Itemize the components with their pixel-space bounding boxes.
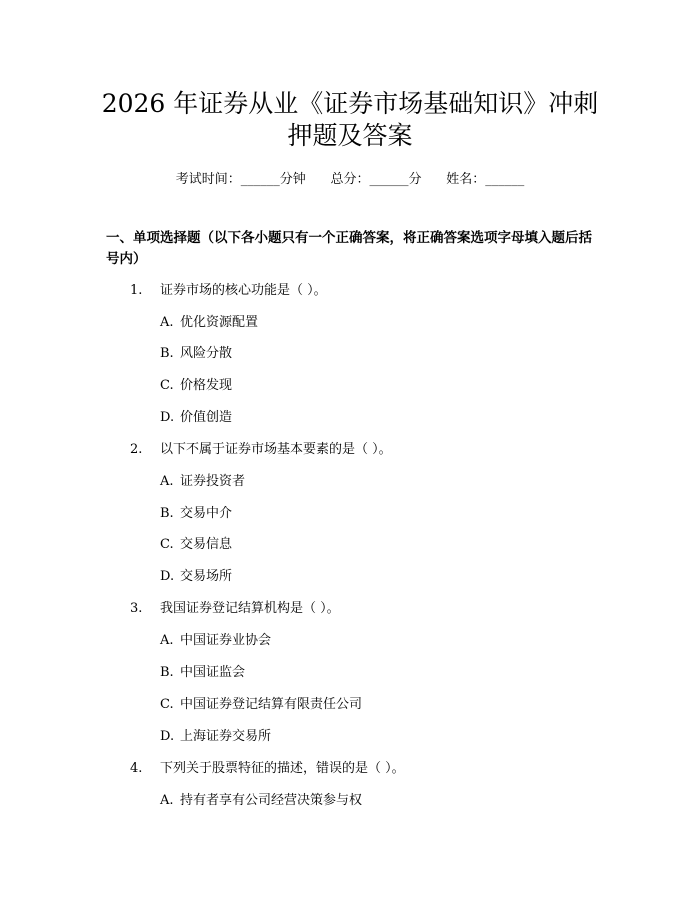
question-number: 4. xyxy=(130,761,143,776)
option-text: 优化资源配置 xyxy=(180,315,259,330)
question-text: 以下不属于证券市场基本要素的是（ ）。 xyxy=(160,442,392,457)
question-number: 1. xyxy=(130,283,143,298)
option-key: C. xyxy=(160,697,174,712)
question-text: 我国证券登记结算机构是（ ）。 xyxy=(160,601,340,616)
question-text: 下列关于股票特征的描述，错误的是（ ）。 xyxy=(160,761,405,776)
option-key: D. xyxy=(160,569,175,584)
option-text: 交易中介 xyxy=(180,506,233,521)
option-text: 价值创造 xyxy=(180,410,233,425)
option-key: A. xyxy=(160,633,174,648)
option-text: 价格发现 xyxy=(180,378,233,393)
option-text: 中国证券登记结算有限责任公司 xyxy=(180,697,363,712)
question-text: 证券市场的核心功能是（ ）。 xyxy=(160,283,327,298)
option-text: 中国证监会 xyxy=(180,665,246,680)
option-key: D. xyxy=(160,729,175,744)
option-key: B. xyxy=(160,506,174,521)
exam-info: 考试时间：______分钟 总分：______分 姓名：______ xyxy=(175,172,525,187)
option-text: 风险分散 xyxy=(180,346,233,361)
question-number: 3. xyxy=(130,601,143,616)
option-text: 持有者享有公司经营决策参与权 xyxy=(180,793,363,808)
option-key: D. xyxy=(160,410,175,425)
option-key: B. xyxy=(160,665,174,680)
question-number: 2. xyxy=(130,442,143,457)
option-text: 证券投资者 xyxy=(180,474,246,489)
option-text: 上海证券交易所 xyxy=(180,729,272,744)
document-title-line-2: 押题及答案 xyxy=(287,121,413,150)
option-key: C. xyxy=(160,537,174,552)
option-key: B. xyxy=(160,346,174,361)
option-key: A. xyxy=(160,474,174,489)
option-key: A. xyxy=(160,315,174,330)
option-text: 交易信息 xyxy=(180,537,233,552)
option-text: 中国证券业协会 xyxy=(180,633,272,648)
option-text: 交易场所 xyxy=(180,569,233,584)
option-key: C. xyxy=(160,378,174,393)
section-heading: 一、单项选择题（以下各小题只有一个正确答案，将正确答案选项字母填入题后括号内） xyxy=(106,230,592,267)
option-key: A. xyxy=(160,793,174,808)
document-title-line-1: 2026 年证券从业《证券市场基础知识》冲刺 xyxy=(101,89,599,118)
